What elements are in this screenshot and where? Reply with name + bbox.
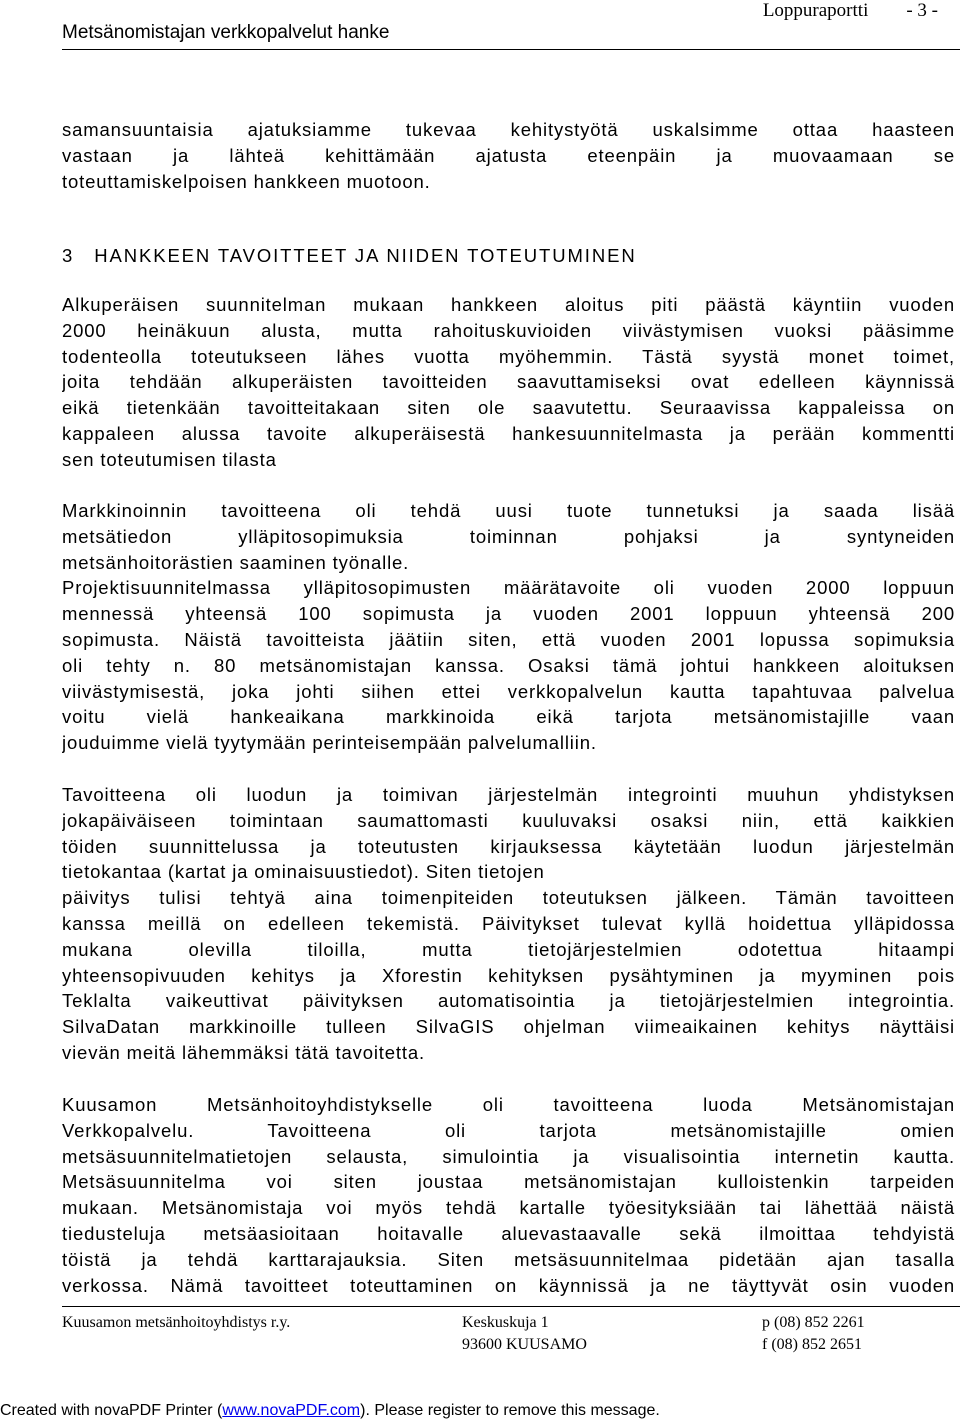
text-line: töiden suunnittelussa ja toteutusten kirjauksessa käytetään luodun järjestelmän xyxy=(62,835,955,857)
footer-fax: f (08) 852 2651 xyxy=(762,1336,862,1353)
text-line: kappaleen alussa tavoite alkuperäisestä hankesuunnitelmasta ja perään kommentti xyxy=(62,422,955,444)
text-line: oli tehty n. 80 metsänomistajan kanssa. Osaksi tämä johtui hankkeen aloituksen xyxy=(62,654,955,676)
footer-street: Keskuskuja 1 xyxy=(462,1314,549,1331)
text-line: metsänhoitorästien saaminen työnalle. xyxy=(62,551,410,573)
text-line: toteuttamiskelpoisen hankkeen muotoon. xyxy=(62,170,431,192)
text-line: sen toteutumisen tilasta xyxy=(62,448,277,470)
text-line: metsätiedon ylläpitosopimuksia toiminnan pohjaksi ja syntyneiden xyxy=(62,525,955,547)
text-line: tietokantaa (kartat ja ominaisuustiedot). Siten tietojen xyxy=(62,861,545,883)
paragraph-4 xyxy=(62,1092,955,1298)
text-line: 2000 heinäkuun alusta, mutta rahoituskuvioiden viivästymisen vuoksi pääsimme xyxy=(62,319,955,341)
text-line: mennessä yhteensä 100 sopimusta ja vuoden 2001 loppuun yhteensä 200 xyxy=(62,603,955,625)
text-line: mukana olevilla tiloilla, mutta tietojärjestelmien odotettua hitaampi xyxy=(62,938,955,960)
text-line: mukaan. Metsänomistaja voi myös tehdä kartalle työesityksiään tai lähettää näistä xyxy=(62,1197,955,1219)
section-heading xyxy=(62,243,955,269)
text-line: Metsäsuunnitelma voi siten joustaa metsänomistajan kulloistenkin tarpeiden xyxy=(62,1171,955,1193)
text-line: Markkinoinnin tavoitteena oli tehdä uusi tuote tunnetuksi ja saada lisää xyxy=(62,500,955,521)
text-line: tiedusteluja metsäasioitaan hoitavalle aluevastaavalle sekä ilmoittaa tehdyistä xyxy=(62,1222,955,1244)
page-number: - 3 - xyxy=(906,0,938,21)
section-number: 3 xyxy=(62,245,75,266)
text-line: päivitys tulisi tehtyä aina toimenpiteiden toteutuksen jälkeen. Tämän tavoitteen xyxy=(62,887,955,909)
paragraph-1 xyxy=(62,292,955,473)
text-line: verkossa. Nämä tavoitteet toteuttaminen on käynnissä ja ne täyttyvät osin vuoden xyxy=(62,1274,955,1296)
text-line: Verkkopalvelu. Tavoitteena oli tarjota metsänomistajille omien xyxy=(62,1119,955,1141)
text-line: Teklalta vaikeuttivat päivityksen automatisointia ja tietojärjestelmien integrointia. xyxy=(62,990,955,1012)
text-line: töistä ja tehdä karttarajauksia. Siten metsäsuunnitelmaa pidetään ajan tasalla xyxy=(62,1248,955,1270)
paragraph-3 xyxy=(62,782,955,1066)
text-line: Kuusamon Metsänhoitoyhdistykselle oli tavoitteena luoda Metsänomistajan xyxy=(62,1094,955,1115)
text-line: samansuuntaisia ajatuksiamme tukevaa kehitystyötä uskalsimme ottaa haasteen xyxy=(62,119,955,140)
text-line: jouduimme vielä tyytymään perinteisempään palvelumalliin. xyxy=(62,732,597,754)
text-line: yhteensopivuuden kehitys ja Xforestin kehityksen pysähtyminen ja myyminen pois xyxy=(62,964,955,986)
text-line: Tavoitteena oli luodun ja toimivan järjestelmän integrointi muuhun yhdistyksen xyxy=(62,784,955,805)
report-title: Loppuraportti xyxy=(762,0,869,21)
credit-prefix: Created with novaPDF Printer ( xyxy=(0,1402,223,1419)
text-line: Projektisuunnitelmassa ylläpitosopimusten määrätavoite oli vuoden 2000 loppuun xyxy=(62,577,955,599)
text-line: sopimusta. Näistä tavoitteista jäätiin siten, että vuoden 2001 lopussa sopimuksia xyxy=(62,628,955,650)
text-line: vastaan ja lähteä kehittämään ajatusta eteenpäin ja muovaamaan se xyxy=(62,144,955,166)
footer-organization: Kuusamon metsänhoitoyhdistys r.y. xyxy=(62,1314,291,1331)
text-line: todenteolla toteutukseen lähes vuotta myöhemmin. Tästä syystä monet toimet, xyxy=(62,345,955,367)
printer-credit xyxy=(0,1402,660,1420)
section-title: HANKKEEN TAVOITTEET JA NIIDEN TOTEUTUMINEN xyxy=(94,245,637,266)
paragraph-2 xyxy=(62,498,955,756)
text-line: SilvaDatan markkinoille tulleen SilvaGIS ohjelman viimeaikainen kehitys näyttäisi xyxy=(62,1016,955,1038)
footer-postal: 93600 KUUSAMO xyxy=(462,1336,587,1353)
intro-paragraph xyxy=(62,117,955,194)
text-line: joita tehdään alkuperäisten tavoitteiden saavuttamiseksi ovat edelleen käynnissä xyxy=(62,371,955,393)
project-name: Metsänomistajan verkkopalvelut hanke xyxy=(62,22,390,43)
running-header-right xyxy=(725,0,938,22)
footer-phone: p (08) 852 2261 xyxy=(762,1314,865,1331)
credit-suffix: ). Please register to remove this message. xyxy=(360,1402,660,1419)
text-line: eikä tietenkään tavoitteitakaan siten ole saavutettu. Seuraavissa kappaleissa on xyxy=(62,397,955,419)
text-line: metsäsuunnitelmatietojen selausta, simulointia ja visualisointia internetin kautta. xyxy=(62,1145,955,1167)
text-line: kanssa meillä on edelleen tekemistä. Päivitykset tulevat kyllä hoidettua ylläpidossa xyxy=(62,912,955,934)
text-line: viivästymisestä, joka johti siihen ettei verkkopalvelun kautta tapahtuvaa palvelua xyxy=(62,680,955,702)
text-line: vievän meitä lähemmäksi tätä tavoitetta. xyxy=(62,1041,426,1063)
text-line: jokapäiväiseen toimintaan saumattomasti kuuluvaksi osaksi niin, että kaikkien xyxy=(62,809,955,831)
text-line: voitu vielä hankeaikana markkinoida eikä tarjota metsänomistajille vaan xyxy=(62,706,955,728)
footer-rule xyxy=(62,1306,960,1307)
text-line: Alkuperäisen suunnitelman mukaan hankkeen aloitus piti päästä käyntiin vuoden xyxy=(62,294,955,315)
novapdf-link[interactable]: www.novaPDF.com xyxy=(222,1402,361,1419)
header-rule xyxy=(62,49,960,50)
